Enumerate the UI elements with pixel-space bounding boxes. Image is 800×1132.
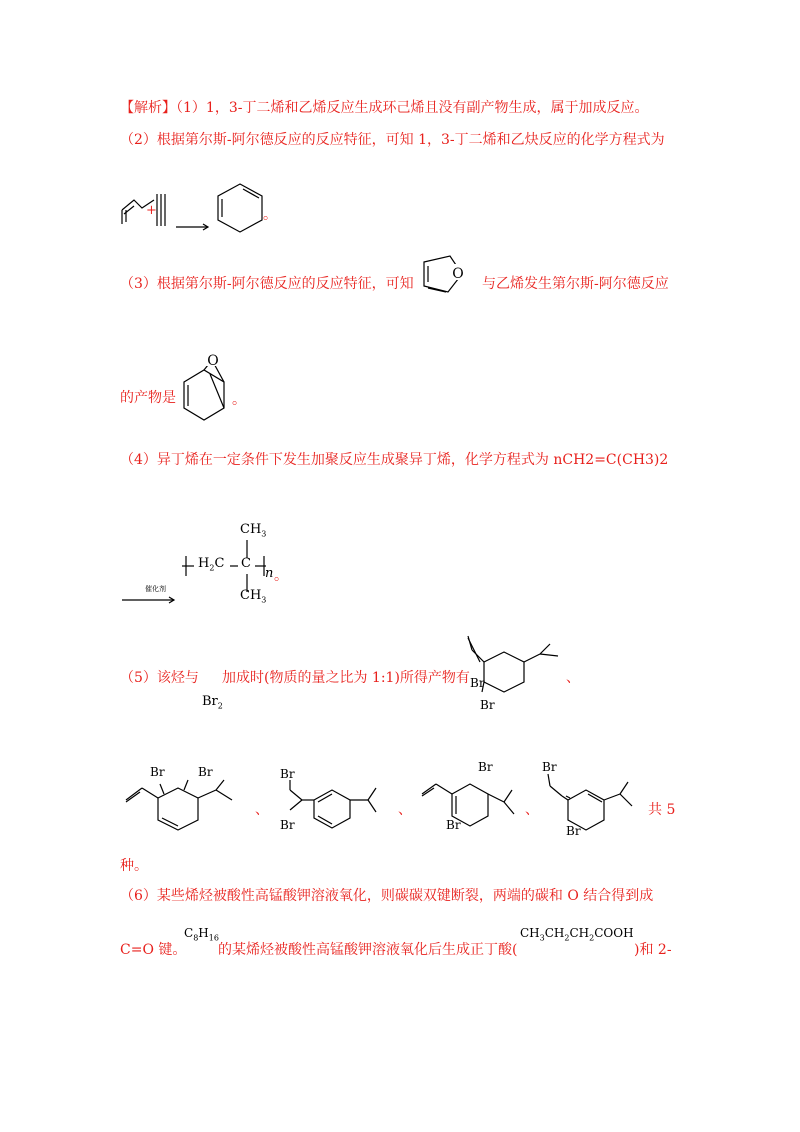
product-4-br-b: Br	[446, 818, 461, 832]
product-5-br-a: Br	[542, 760, 557, 774]
degree-n: n	[265, 566, 274, 581]
product-3-br-b: Br	[280, 818, 295, 832]
furan-oxygen	[448, 262, 468, 282]
separator-4: 、	[525, 802, 539, 818]
h2c-group: $H_2C$	[198, 556, 225, 573]
paragraph-7b: 的某烯烃被酸性高锰酸钾溶液氧化后生成正丁酸(	[218, 942, 518, 958]
paragraph-1	[120, 98, 648, 118]
acetylene-structure	[154, 192, 170, 228]
paragraph-3a: （3）根据第尔斯-阿尔德反应的反应特征，可知	[120, 276, 414, 292]
paragraph-4: （4）异丁烯在一定条件下发生加聚反应生成聚异丁烯，化学方程式为 nCH2=C(CH3)2	[120, 452, 669, 468]
product-2-br-a: Br	[150, 765, 165, 779]
product-4-br-a: Br	[478, 760, 493, 774]
product-5-br-b: Br	[566, 824, 581, 838]
quaternary-carbon: C	[241, 556, 251, 571]
paragraph-5b: 加成时(物质的量之比为 1:1)所得产物有	[222, 670, 470, 686]
paragraph-2: （2）根据第尔斯-阿尔德反应的反应特征，可知 1，3-丁二烯和乙炔反应的化学方程式为	[120, 132, 665, 148]
separator-1: 、	[566, 670, 580, 686]
oxabicycle-structure	[176, 352, 236, 422]
plus-sign: +	[146, 203, 157, 218]
furan-o-label: O	[452, 266, 464, 282]
br2-formula: $Br_2$	[202, 694, 223, 711]
paragraph-7a: C=O 键。	[120, 942, 187, 958]
reaction-arrow-2	[176, 222, 216, 232]
separator-3: 、	[398, 802, 412, 818]
product-5-structure	[538, 772, 648, 842]
polyisobutylene-bonds	[180, 520, 290, 610]
paragraph-5a: （5）该烃与	[120, 670, 199, 686]
paragraph-3b: 与乙烯发生第尔斯-阿尔德反应	[482, 276, 669, 292]
total-count: 共 5	[648, 802, 676, 818]
butyric-acid-formula: $CH_3CH_2CH_2COOH$	[520, 926, 634, 943]
paragraph-3c: 的产物是	[120, 390, 176, 406]
c8h16-formula: $C_8H_{16}$	[184, 926, 219, 943]
product-2-br-b: Br	[198, 765, 213, 779]
paragraph-6: （6）某些烯烃被酸性高锰酸钾溶液氧化，则碳碳双键断裂，两端的碳和 O 结合得到成	[120, 888, 654, 904]
cyclohexadiene-structure	[214, 182, 266, 234]
ch3-top: $CH_3$	[240, 522, 267, 539]
total-count-end: 种。	[120, 858, 148, 874]
p1-text: （1）1，3-丁二烯和乙烯反应生成环己烯且没有副产物生成，属于加成反应。	[176, 100, 649, 116]
catalyst-label: 催化剂	[145, 585, 166, 593]
ch3-bottom: $CH_3$	[240, 588, 267, 605]
paragraph-7c: )和 2-	[634, 942, 672, 958]
product-4-structure	[414, 772, 524, 842]
separator-2: 、	[255, 802, 269, 818]
oxabicycle-o-label: O	[207, 353, 219, 369]
product-3-br-a: Br	[280, 767, 295, 781]
analysis-tag: 【解析】	[120, 100, 176, 116]
p2-end: 。	[263, 207, 277, 223]
product-1-structure	[462, 634, 572, 714]
product-3-structure	[270, 778, 400, 848]
p3-end: 。	[232, 392, 246, 408]
product-1-br-a: Br	[470, 676, 485, 690]
product-2-structure	[120, 778, 250, 848]
p4-end: 。	[274, 568, 288, 584]
product-1-br-b: Br	[480, 698, 495, 712]
